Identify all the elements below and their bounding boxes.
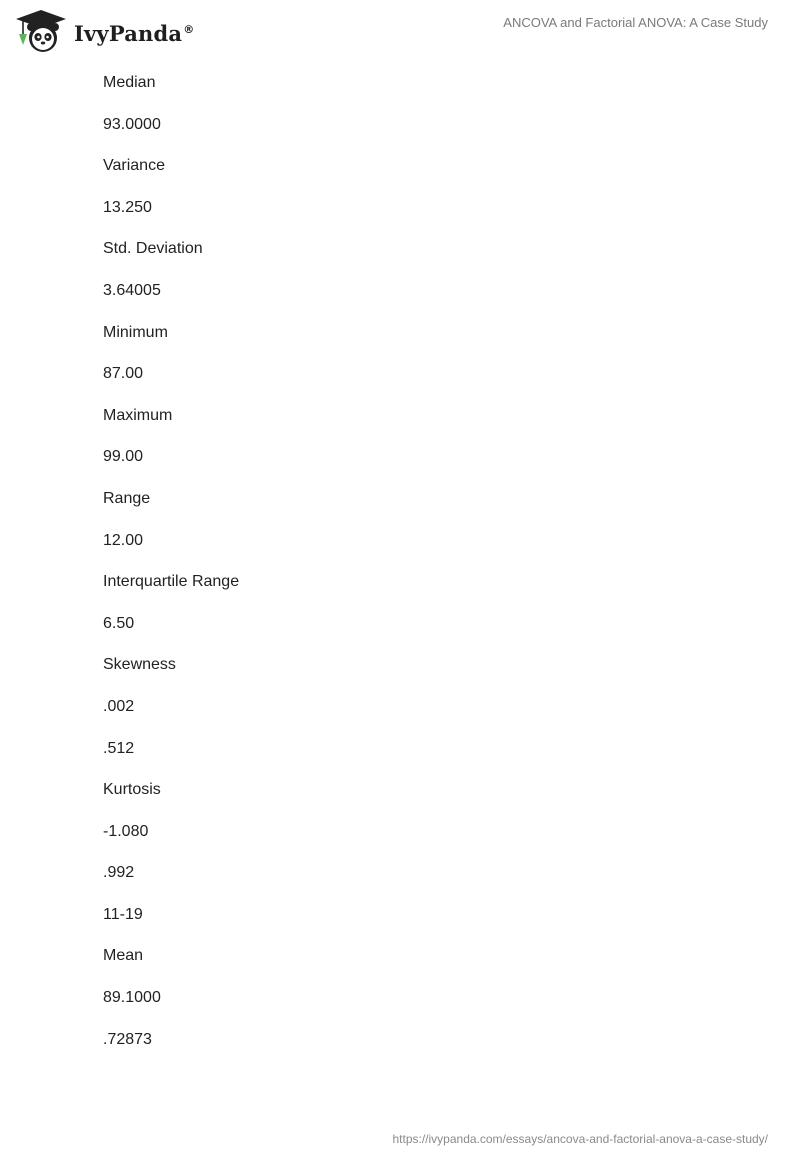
body-line: Kurtosis — [103, 781, 161, 799]
body-line: 87.00 — [103, 365, 144, 383]
body-line: 11-19 — [103, 905, 143, 923]
body-line: .512 — [103, 739, 135, 757]
body-line: Mean — [103, 947, 144, 965]
brand-logo-link[interactable] — [14, 8, 194, 56]
body-line: .72873 — [103, 1030, 152, 1048]
brand-name: IvyPanda® — [74, 20, 195, 46]
body-line: 93.0000 — [103, 115, 161, 133]
body-line: 3.64005 — [103, 281, 161, 299]
body-line: .992 — [103, 864, 135, 882]
body-line: Range — [103, 489, 151, 507]
body-line: 89.1000 — [103, 989, 161, 1007]
body-line: 12.00 — [103, 531, 144, 549]
body-line: Variance — [103, 157, 165, 175]
body-line: Std. Deviation — [103, 240, 203, 258]
body-line: Skewness — [103, 656, 176, 674]
body-line: Median — [103, 74, 156, 91]
body-line: .002 — [103, 697, 135, 715]
body-line: 6.50 — [103, 614, 135, 632]
body-line: Maximum — [103, 406, 173, 424]
body-line: 99.00 — [103, 448, 144, 466]
page-header — [0, 0, 800, 64]
registered-mark: ® — [183, 22, 195, 36]
body-line: Interquartile Range — [103, 573, 240, 591]
document-body — [103, 72, 723, 1070]
document-title: ANCOVA and Factorial ANOVA: A Case Study — [503, 15, 768, 30]
panda-graduate-logo-icon — [14, 8, 68, 56]
source-url-link[interactable]: https://ivypanda.com/essays/ancova-and-factorial-anova-a-case-study/ — [392, 1132, 768, 1146]
body-line: -1.080 — [103, 822, 149, 840]
body-line: Minimum — [103, 323, 168, 341]
body-line: 13.250 — [103, 198, 152, 216]
